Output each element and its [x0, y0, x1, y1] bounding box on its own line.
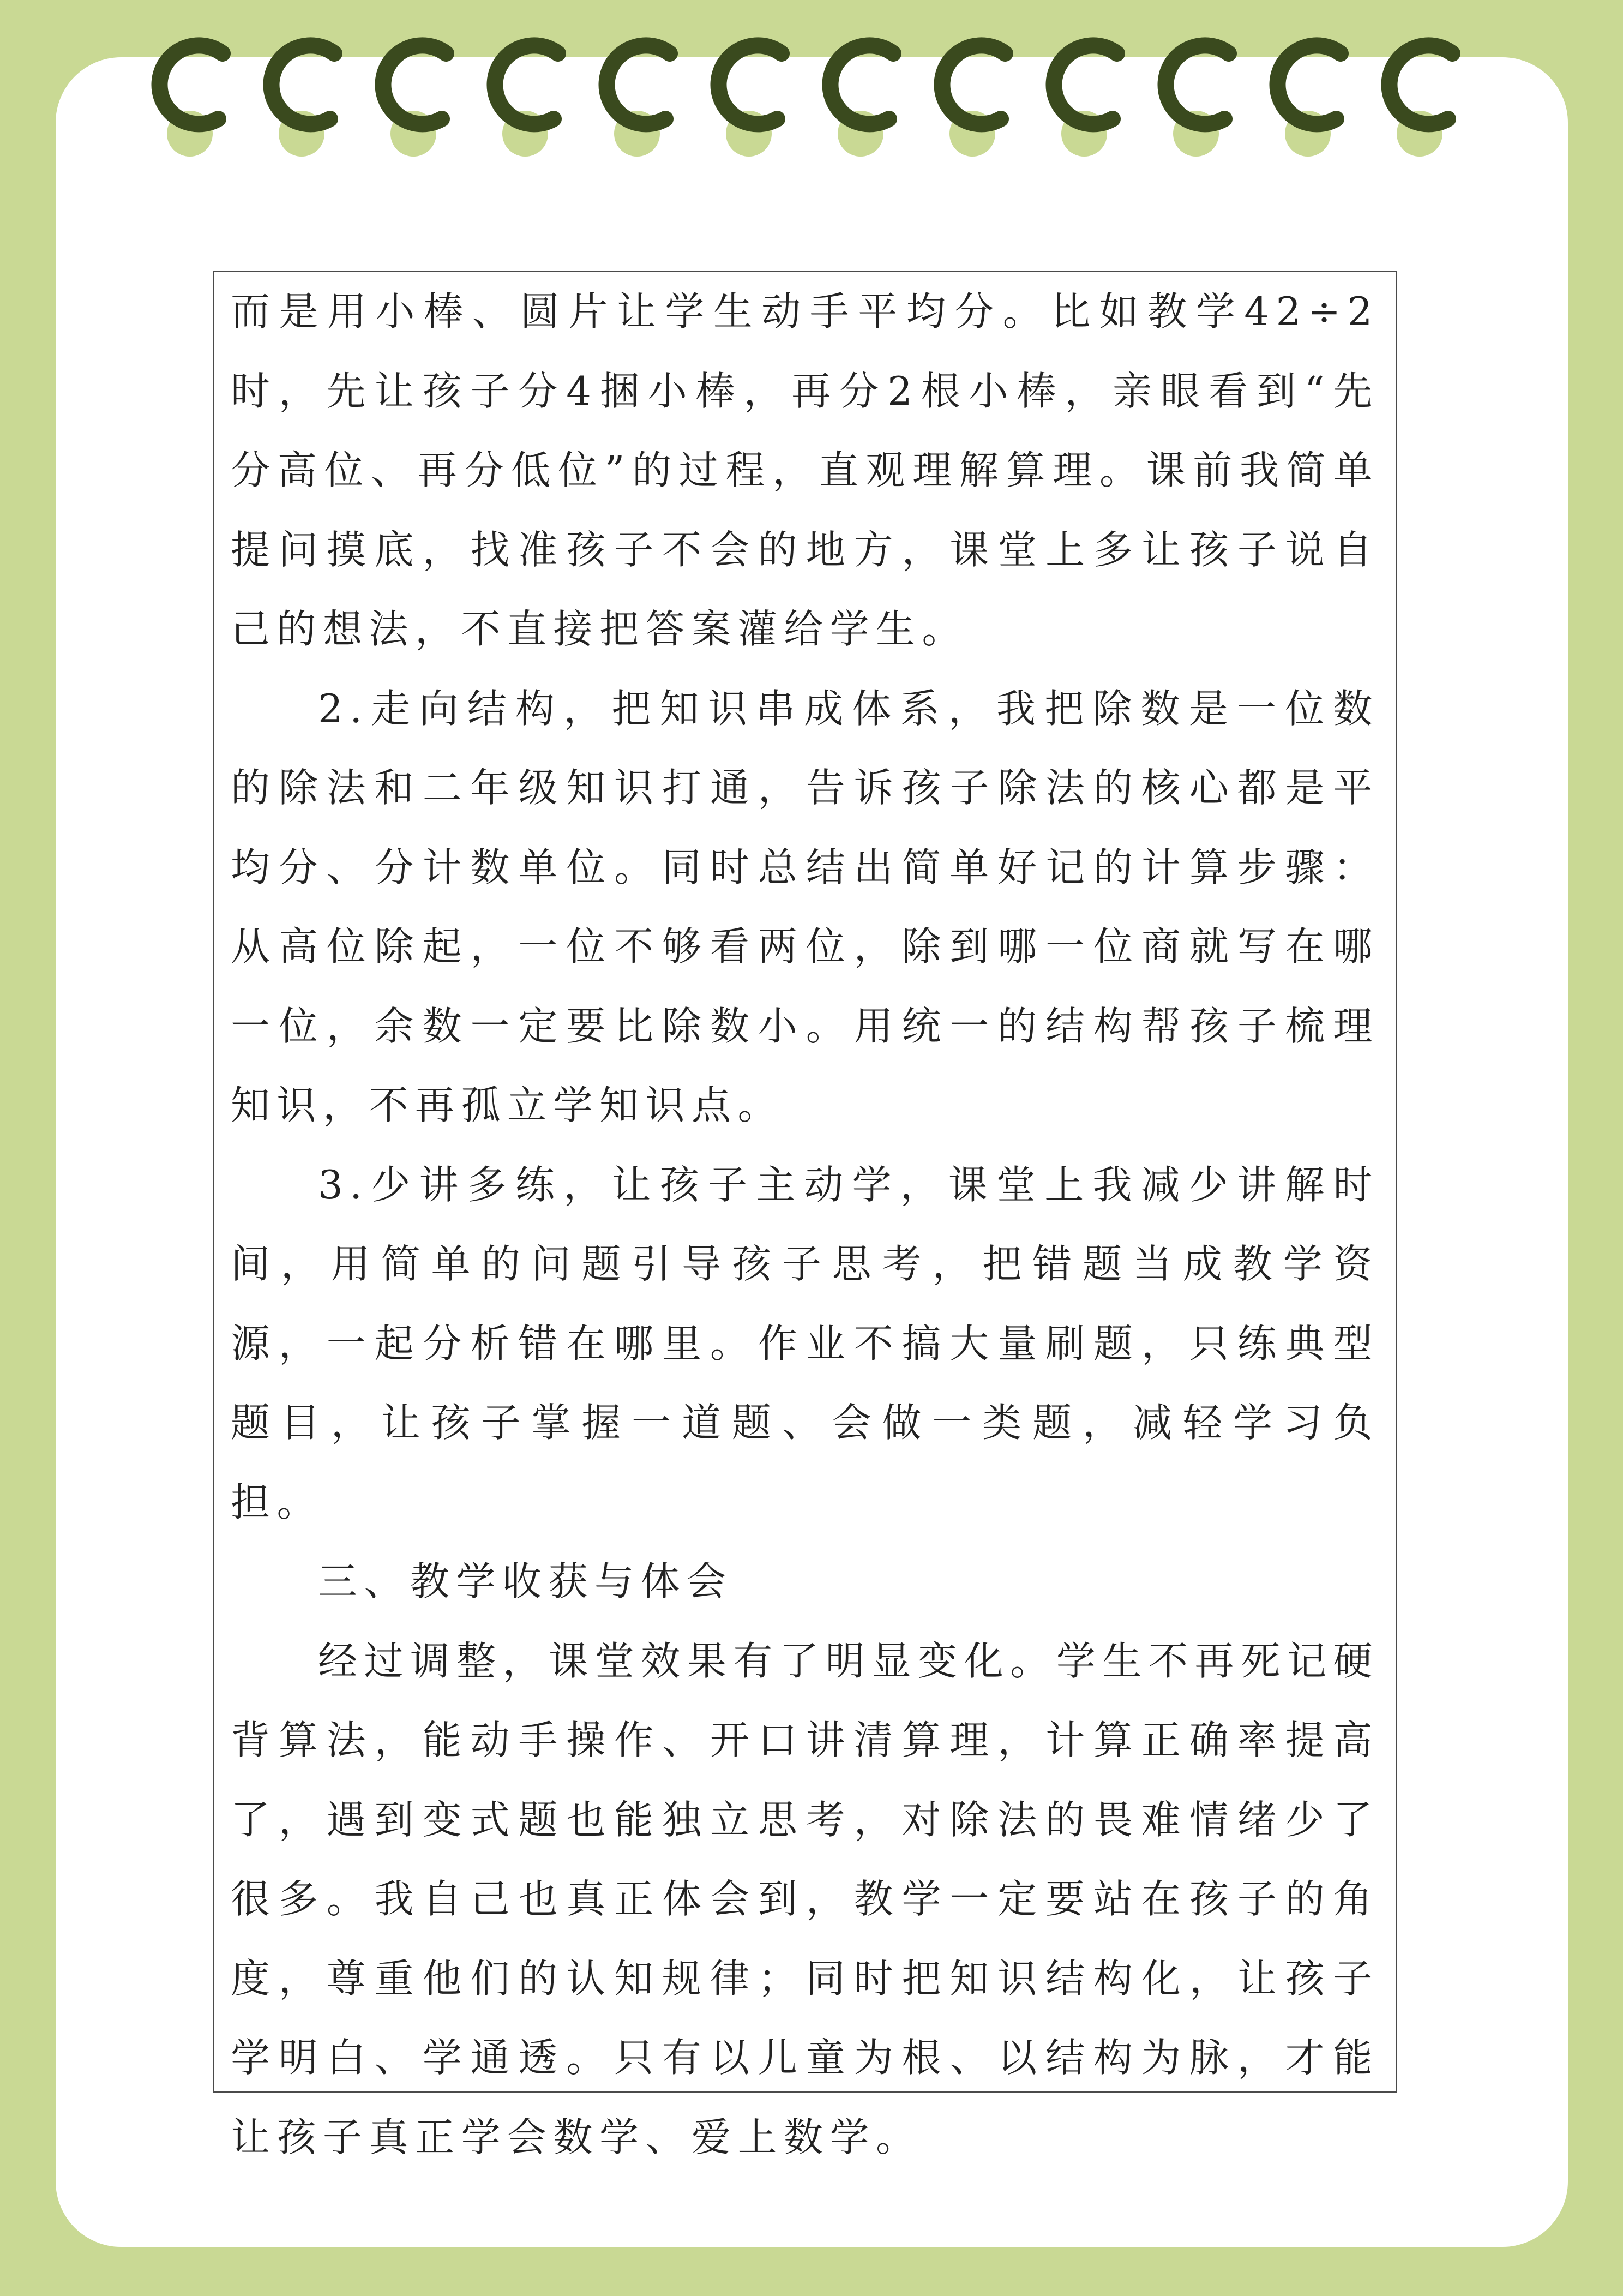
paragraph-point-3: 3.少讲多练，让孩子主动学，课堂上我减少讲解时间，用简单的问题引导孩子思考，把错题当成教学资源，一起分析错在哪里。作业不搞大量刷题，只练典型题目，让孩子掌握一道题、会做一类题，减轻学习负担。 [231, 1161, 1379, 1525]
spiral-binding [0, 0, 1623, 164]
paragraph-continued: 而是用小棒、圆片让学生动手平均分。比如教学42÷2时，先让孩子分4捆小棒，再分2根小棒，亲眼看到“先分高位、再分低位”的过程，直观理解算理。课前我简单提问摸底，找准孩子不会的地方，课堂上多让孩子说自己的想法，不直接把答案灌给学生。 [231, 289, 1379, 652]
paragraph-point-2: 2.走向结构，把知识串成体系，我把除数是一位数的除法和二年级知识打通，告诉孩子除法的核心都是平均分、分计数单位。同时总结出简单好记的计算步骤：从高位除起，一位不够看两位，除到哪一位商就写在哪一位，余数一定要比除数小。用统一的结构帮孩子梳理知识，不再孤立学知识点。 [231, 685, 1379, 1128]
text-frame [213, 271, 1397, 2160]
paragraph-summary: 经过调整，课堂效果有了明显变化。学生不再死记硬背算法，能动手操作、开口讲清算理，计算正确率提高了，遇到变式题也能独立思考，对除法的畏难情绪少了很多。我自己也真正体会到，教学一定要站在孩子的角度，尊重他们的认知规律；同时把知识结构化，让孩子学明白、学通透。只有以儿童为根、以结构为脉，才能让孩子真正学会数学、爱上数学。 [231, 1638, 1379, 2160]
section-heading: 三、教学收获与体会 [318, 1558, 733, 1604]
